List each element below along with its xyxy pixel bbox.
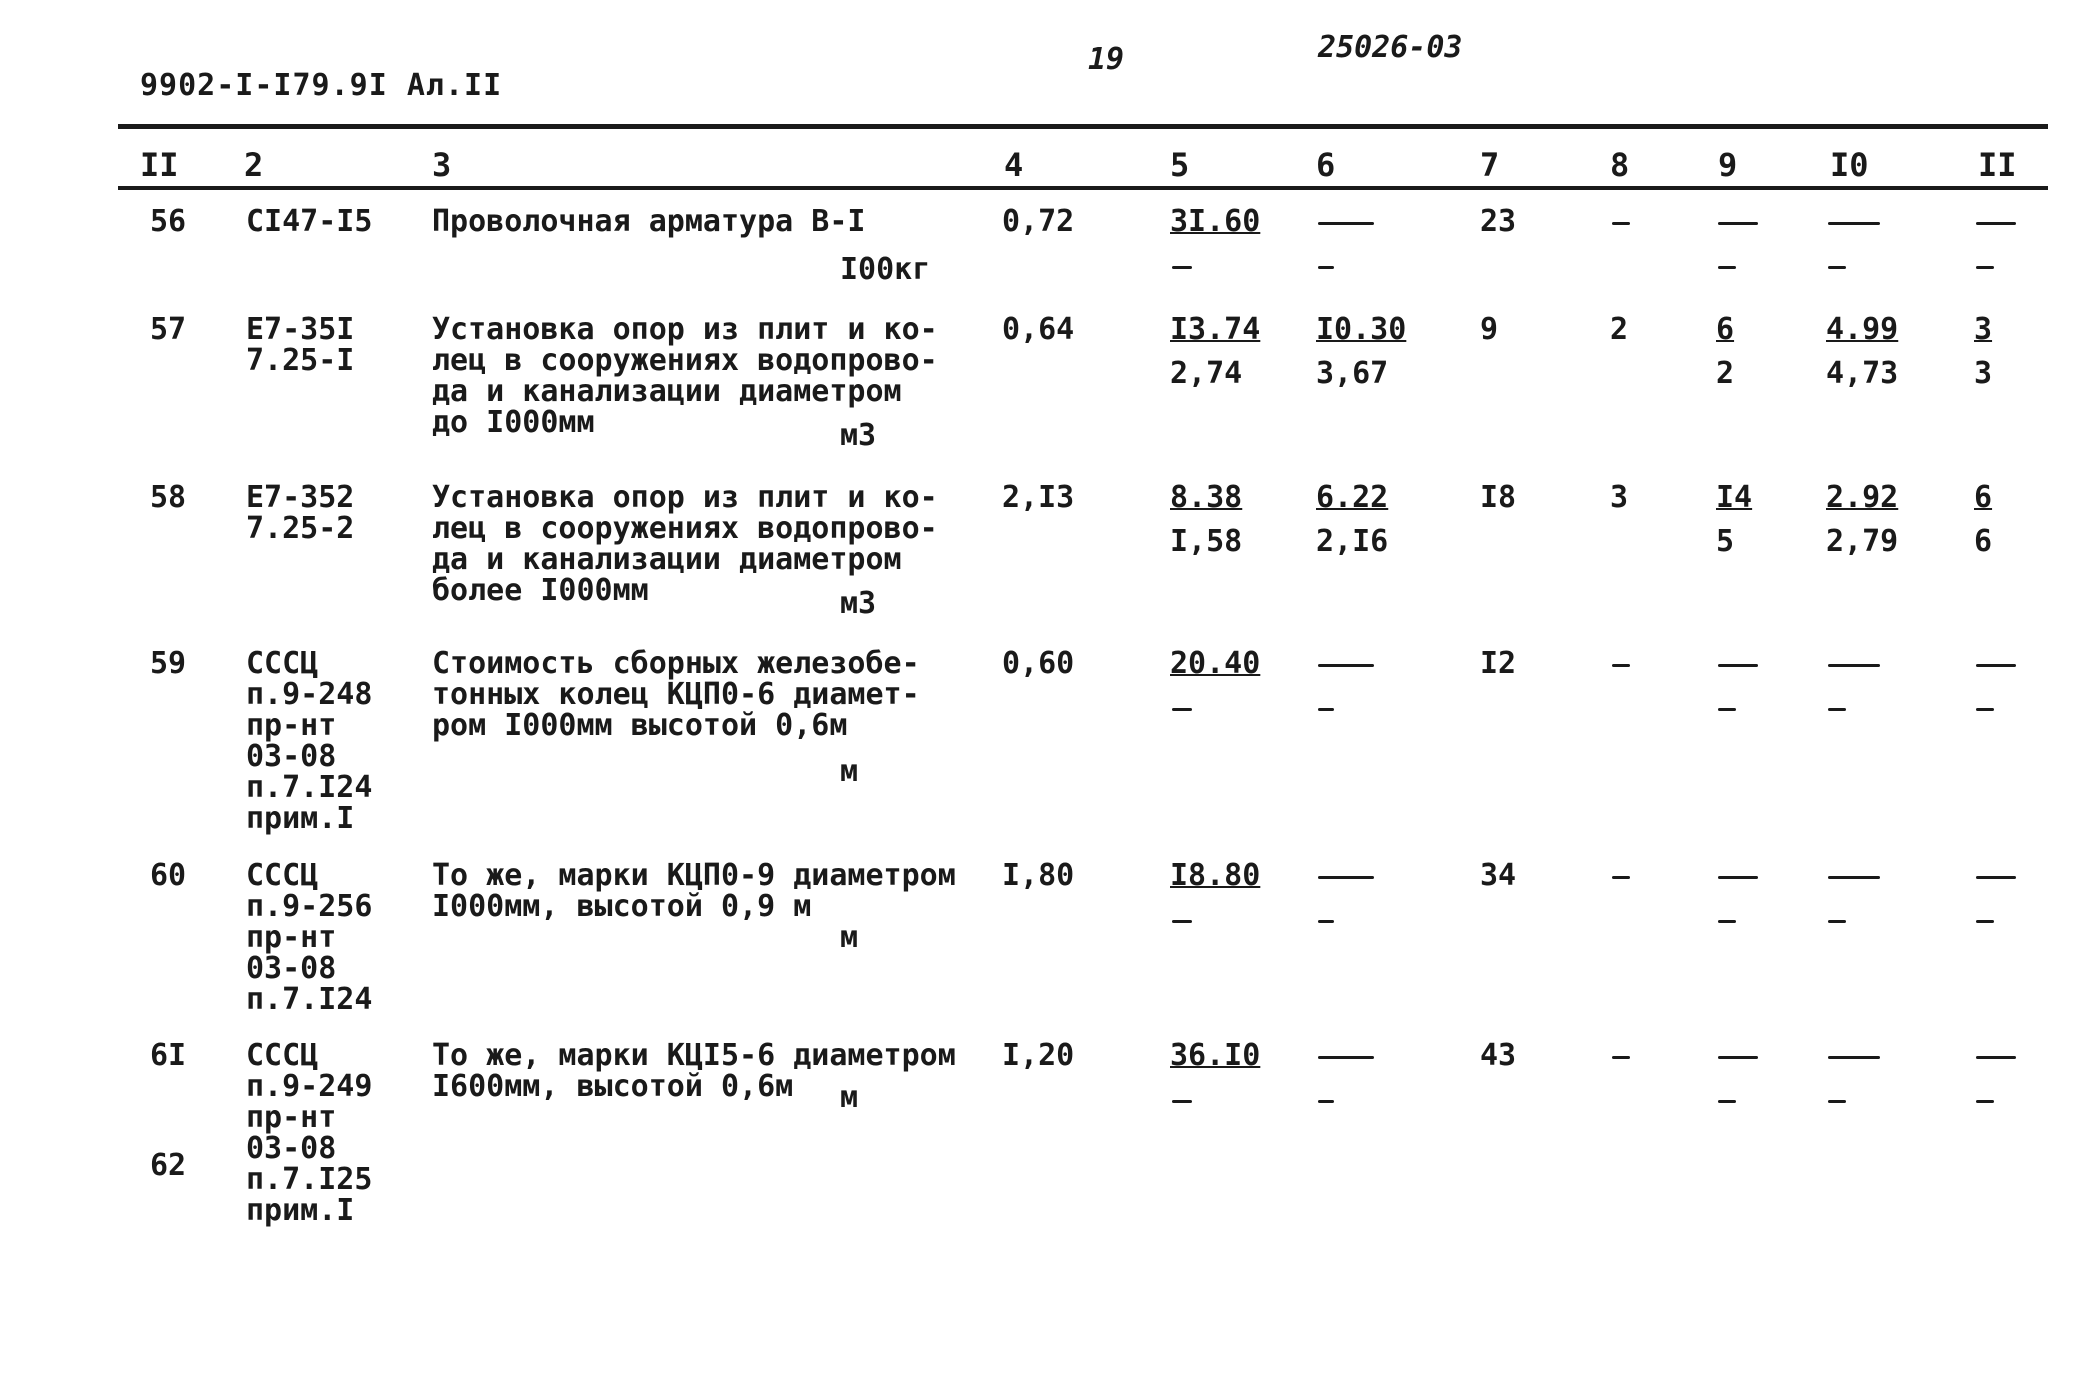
column-9-value xyxy=(1718,1056,1758,1059)
column-8-value: 3 xyxy=(1610,480,1629,515)
wage-cost: 6.22 xyxy=(1316,480,1389,515)
column-9-value xyxy=(1718,222,1758,225)
cost-total-sub xyxy=(1172,920,1192,923)
basis-code: СССЦ п.9-249 пр-нт 03-08 п.7.I25 прим.I xyxy=(246,1038,373,1228)
unit-of-measure: I00кг xyxy=(840,252,931,287)
cost-total-sub: 2,74 xyxy=(1170,356,1243,391)
column-8-value xyxy=(1612,664,1630,667)
cost-total-sub xyxy=(1172,708,1192,711)
column-9-sub: 2 xyxy=(1716,356,1735,391)
table-top-rule xyxy=(118,124,2048,129)
wage-cost-sub xyxy=(1318,920,1334,923)
column-header-3: 3 xyxy=(432,146,452,184)
column-8-value xyxy=(1612,1056,1630,1059)
column-11-sub xyxy=(1976,708,1994,711)
wage-cost-sub xyxy=(1318,266,1334,269)
column-7-value: 43 xyxy=(1480,1038,1517,1073)
column-7-value: I8 xyxy=(1480,480,1517,515)
column-10-sub xyxy=(1828,266,1846,269)
column-10-sub xyxy=(1828,920,1846,923)
quantity: 0,64 xyxy=(1002,312,1075,347)
quantity: I,20 xyxy=(1002,1038,1075,1073)
column-7-value: 34 xyxy=(1480,858,1517,893)
column-header-8: 8 xyxy=(1610,146,1630,184)
column-11-sub: 3 xyxy=(1974,356,1993,391)
unit-of-measure: м xyxy=(840,1080,859,1115)
column-8-value xyxy=(1612,876,1630,879)
column-9-sub xyxy=(1718,266,1736,269)
column-11-sub xyxy=(1976,920,1994,923)
basis-code: СССЦ п.9-248 пр-нт 03-08 п.7.I24 прим.I xyxy=(246,646,373,836)
wage-cost-sub: 3,67 xyxy=(1316,356,1389,391)
cost-total-sub xyxy=(1172,266,1192,269)
quantity: 0,60 xyxy=(1002,646,1075,681)
quantity: 2,I3 xyxy=(1002,480,1075,515)
column-header-11: II xyxy=(1978,146,2017,184)
column-9-sub xyxy=(1718,708,1736,711)
basis-code: CI47-I5 xyxy=(246,204,373,239)
basis-code: E7-352 7.25-2 xyxy=(246,480,355,546)
wage-cost xyxy=(1318,664,1374,667)
column-9-value xyxy=(1718,876,1758,879)
cost-total: 3I.60 xyxy=(1170,204,1261,239)
row-number: 56 xyxy=(150,204,187,239)
column-10-value xyxy=(1828,876,1880,879)
column-7-value: 23 xyxy=(1480,204,1517,239)
column-7-value: 9 xyxy=(1480,312,1499,347)
column-11-sub xyxy=(1976,266,1994,269)
column-9-sub xyxy=(1718,920,1736,923)
column-11-value xyxy=(1976,876,2016,879)
table-header-rule xyxy=(118,186,2048,190)
wage-cost-sub xyxy=(1318,1100,1334,1103)
column-9-sub: 5 xyxy=(1716,524,1735,559)
wage-cost xyxy=(1318,222,1374,225)
cost-total: 20.40 xyxy=(1170,646,1261,681)
column-9-value: 6 xyxy=(1716,312,1735,347)
row-number: 57 xyxy=(150,312,187,347)
column-header-5: 5 xyxy=(1170,146,1190,184)
column-header-6: 6 xyxy=(1316,146,1336,184)
document-code: 9902-I-I79.9I Ал.II xyxy=(140,68,503,103)
cost-total: 8.38 xyxy=(1170,480,1243,515)
page-number: 19 xyxy=(1088,42,1125,77)
column-11-value xyxy=(1976,664,2016,667)
handwritten-code: 25026-03 xyxy=(1318,30,1463,65)
row-number: 59 xyxy=(150,646,187,681)
column-header-9: 9 xyxy=(1718,146,1738,184)
work-description: Установка опор из плит и ко- лец в сооружениях водопрово- да и канализации диаметром более I000мм xyxy=(432,480,938,608)
basis-code: E7-35I 7.25-I xyxy=(246,312,355,378)
column-header-4: 4 xyxy=(1004,146,1024,184)
column-header-2: 2 xyxy=(244,146,264,184)
column-9-value xyxy=(1718,664,1758,667)
work-description: То же, марки КЦI5-6 диаметром I600мм, высотой 0,6м xyxy=(432,1038,956,1104)
column-10-value: 4.99 xyxy=(1826,312,1899,347)
column-header-1: II xyxy=(140,146,179,184)
wage-cost-sub xyxy=(1318,708,1334,711)
work-description: Проволочная арматура B-I xyxy=(432,204,866,239)
column-9-sub xyxy=(1718,1100,1736,1103)
column-10-sub xyxy=(1828,708,1846,711)
column-11-value xyxy=(1976,222,2016,225)
column-header-10: I0 xyxy=(1830,146,1869,184)
column-11-value: 3 xyxy=(1974,312,1993,347)
column-11-value xyxy=(1976,1056,2016,1059)
basis-code: СССЦ п.9-256 пр-нт 03-08 п.7.I24 xyxy=(246,858,373,1017)
unit-of-measure: м xyxy=(840,920,859,955)
column-10-value: 2.92 xyxy=(1826,480,1899,515)
column-10-sub: 4,73 xyxy=(1826,356,1899,391)
work-description: Стоимость сборных железобе- тонных колец КЦП0-6 диамет- ром I000мм высотой 0,6м xyxy=(432,646,920,743)
unit-of-measure: м xyxy=(840,754,859,789)
column-10-sub xyxy=(1828,1100,1846,1103)
quantity: 0,72 xyxy=(1002,204,1075,239)
cost-total: I8.80 xyxy=(1170,858,1261,893)
column-11-sub xyxy=(1976,1100,1994,1103)
cost-total-sub xyxy=(1172,1100,1192,1103)
wage-cost-sub: 2,I6 xyxy=(1316,524,1389,559)
row-number: 60 xyxy=(150,858,187,893)
column-10-sub: 2,79 xyxy=(1826,524,1899,559)
quantity: I,80 xyxy=(1002,858,1075,893)
wage-cost: I0.30 xyxy=(1316,312,1407,347)
row-number-secondary: 62 xyxy=(150,1148,187,1183)
column-10-value xyxy=(1828,664,1880,667)
column-10-value xyxy=(1828,222,1880,225)
cost-total-sub: I,58 xyxy=(1170,524,1243,559)
column-header-7: 7 xyxy=(1480,146,1500,184)
column-11-value: 6 xyxy=(1974,480,1993,515)
work-description: Установка опор из плит и ко- лец в сооружениях водопрово- да и канализации диаметром до I000мм xyxy=(432,312,938,440)
cost-total: I3.74 xyxy=(1170,312,1261,347)
wage-cost xyxy=(1318,1056,1374,1059)
work-description: То же, марки КЦП0-9 диаметром I000мм, высотой 0,9 м xyxy=(432,858,956,924)
column-7-value: I2 xyxy=(1480,646,1517,681)
column-11-sub: 6 xyxy=(1974,524,1993,559)
column-9-value: I4 xyxy=(1716,480,1753,515)
column-8-value xyxy=(1612,222,1630,225)
column-8-value: 2 xyxy=(1610,312,1629,347)
unit-of-measure: м3 xyxy=(840,586,877,621)
cost-total: 36.I0 xyxy=(1170,1038,1261,1073)
column-10-value xyxy=(1828,1056,1880,1059)
row-number: 58 xyxy=(150,480,187,515)
row-number: 6I xyxy=(150,1038,187,1073)
wage-cost xyxy=(1318,876,1374,879)
unit-of-measure: м3 xyxy=(840,418,877,453)
